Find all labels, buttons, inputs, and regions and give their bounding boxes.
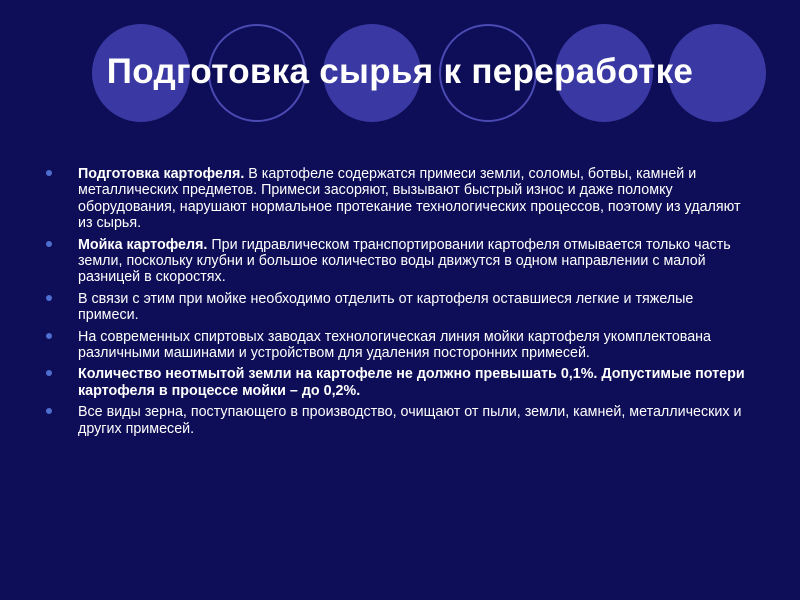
bullet-lead: Мойка картофеля. [78, 236, 208, 253]
bullet-dot-icon [46, 333, 52, 339]
bullet-item [44, 237, 749, 286]
bullet-dot-icon [46, 408, 52, 414]
bullet-dot-icon [46, 295, 52, 301]
bullet-item [44, 404, 749, 437]
bullet-item [44, 166, 749, 232]
bullet-text: В связи с этим при мойке необходимо отделить от картофеля оставшиеся легкие и тяжелые примеси. [78, 290, 694, 324]
bullet-bold-text: Количество неотмытой земли на картофеле не должно превышать 0,1%. Допустимые потери картофеля в процессе мойки – до 0,2%. [78, 366, 745, 399]
bullet-lead: Подготовка картофеля. [78, 166, 245, 182]
bullet-item [44, 366, 749, 399]
bullet-dot-icon [46, 241, 52, 247]
bullet-dot-icon [46, 370, 52, 376]
bullet-dot-icon [46, 170, 52, 176]
bullet-text: На современных спиртовых заводах технологическая линия мойки картофеля укомплектована различными машинами и устройством для удаления посторонних примесей. [78, 328, 712, 362]
bullet-text: Все виды зерна, поступающего в производство, очищают от пыли, земли, камней, металлических и других примесей. [78, 404, 742, 437]
slide-content [44, 166, 749, 442]
bullet-text: При гидравлическом транспортировании картофеля отмывается только часть земли, поскольку клубни и большое количество воды движутся в одном направлении с малой разницей в скоростях. [78, 236, 731, 286]
bullet-list [44, 166, 749, 437]
bullet-text: В картофеле содержатся примеси земли, соломы, ботвы, камней и металлических предметов. Примеси засоряют, вызывают быстрый износ и даже поломку оборудования, нарушают нормальное протекание технологических процессов, поэтому из удаляют из сырья. [78, 166, 741, 232]
bullet-item [44, 291, 749, 324]
bullet-item [44, 329, 749, 362]
slide-title: Подготовка сырья к переработке [106, 52, 694, 91]
